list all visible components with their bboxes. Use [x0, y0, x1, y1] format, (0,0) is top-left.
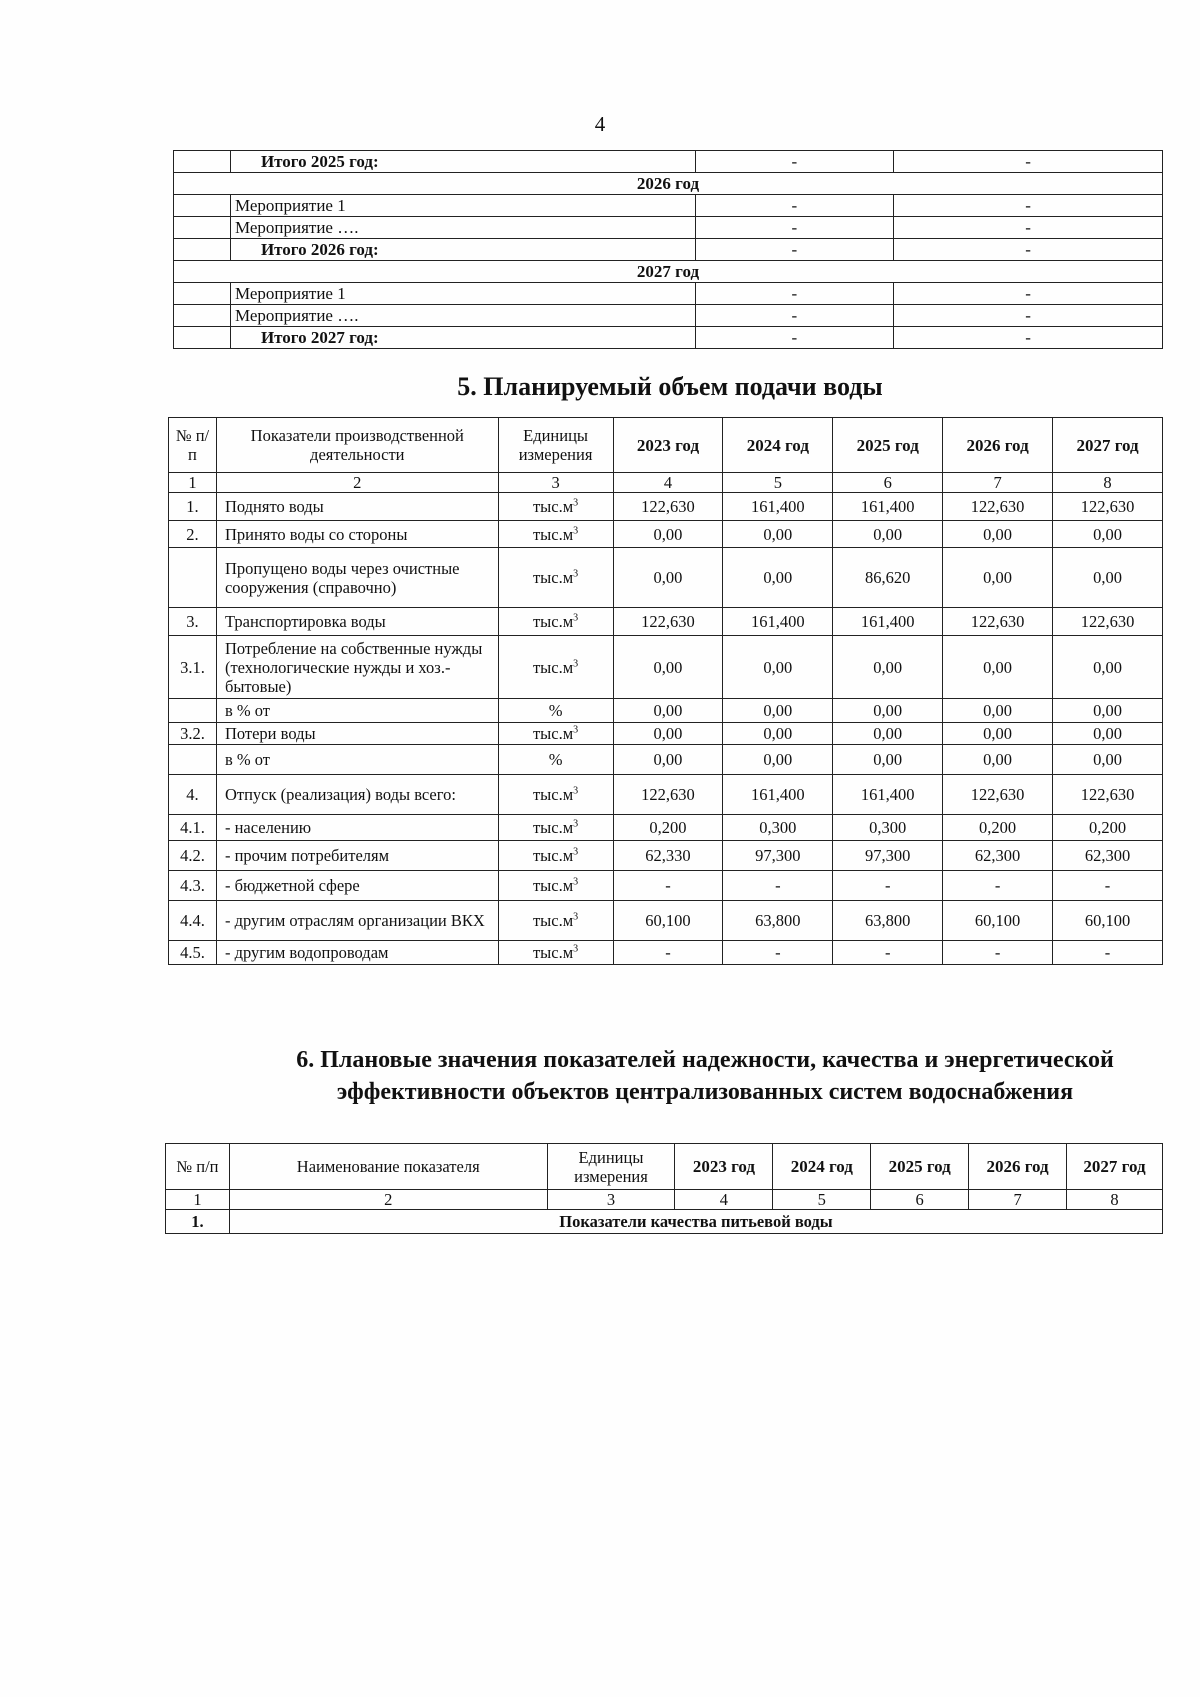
col-number: 3: [498, 473, 613, 493]
indicator-name: Потери воды: [216, 723, 498, 745]
row-number: [169, 548, 217, 608]
unit-cell: [498, 815, 613, 841]
unit-text: тыс.м: [532, 943, 574, 962]
value-cell: -: [894, 327, 1163, 349]
value-cell: 0,00: [833, 699, 943, 723]
value-cell: 161,400: [723, 608, 833, 636]
value-cell: 0,00: [833, 521, 943, 548]
col-number: 6: [833, 473, 943, 493]
header-cell: Показатели производственной деятельности: [216, 418, 498, 473]
header-cell: 2024 год: [723, 418, 833, 473]
col-number: 4: [675, 1190, 773, 1210]
table-row: [169, 699, 1163, 723]
unit-cell: [498, 608, 613, 636]
row-number: [174, 283, 231, 305]
section-6-title: 6. Плановые значения показателей надежности, качества и энергетической эффективности объектов централизованных систем водоснабжения: [296, 1047, 1114, 1105]
table-row: [169, 636, 1163, 699]
header-cell: 2026 год: [943, 418, 1053, 473]
col-number: 7: [943, 473, 1053, 493]
value-cell: 0,00: [1053, 548, 1163, 608]
unit-superscript: 3: [573, 658, 579, 669]
value-cell: 122,630: [613, 775, 723, 815]
unit-cell: [498, 901, 613, 941]
table-row: [169, 775, 1163, 815]
value-cell: -: [695, 151, 894, 173]
year-label: 2027 год: [174, 261, 1163, 283]
unit-cell: [498, 841, 613, 871]
value-cell: 161,400: [833, 493, 943, 521]
value-cell: 161,400: [723, 775, 833, 815]
unit-superscript: 3: [573, 568, 579, 580]
table-row: [169, 608, 1163, 636]
table-row: [169, 815, 1163, 841]
unit-text: тыс.м: [532, 657, 574, 677]
table-row: [166, 1210, 1163, 1234]
value-cell: 0,200: [943, 815, 1053, 841]
value-cell: 161,400: [723, 493, 833, 521]
value-cell: -: [695, 283, 894, 305]
row-number: 4.: [169, 775, 217, 815]
year-label: 2026 год: [174, 173, 1163, 195]
indicator-name: - прочим потребителям: [216, 841, 498, 871]
row-number: 4.2.: [169, 841, 217, 871]
unit-text: тыс.м: [532, 846, 574, 865]
table-row: [174, 305, 1163, 327]
unit-text: %: [548, 701, 563, 720]
value-cell: -: [894, 239, 1163, 261]
activities-table: [173, 150, 1163, 349]
unit-text: тыс.м: [532, 568, 574, 587]
value-cell: 0,00: [943, 548, 1053, 608]
activity-label: Мероприятие 1: [230, 195, 695, 217]
value-cell: 122,630: [1053, 775, 1163, 815]
row-number: [174, 305, 231, 327]
value-cell: 0,00: [1053, 521, 1163, 548]
value-cell: 62,300: [943, 841, 1053, 871]
value-cell: 0,00: [723, 723, 833, 745]
value-cell: 0,00: [723, 745, 833, 775]
row-number: 3.1.: [169, 636, 217, 699]
value-cell: 86,620: [833, 548, 943, 608]
value-cell: 0,00: [943, 745, 1053, 775]
indicator-name: Потребление на собственные нужды (технологические нужды и хоз.-бытовые): [216, 636, 498, 699]
total-label: Итого 2026 год:: [230, 239, 695, 261]
unit-cell: [498, 636, 613, 699]
unit-text: тыс.м: [532, 818, 574, 837]
column-number-row: [169, 473, 1163, 493]
value-cell: 0,00: [1053, 723, 1163, 745]
table-row: [169, 548, 1163, 608]
value-cell: -: [833, 941, 943, 965]
table-row: [174, 173, 1163, 195]
unit-cell: [498, 493, 613, 521]
value-cell: 97,300: [833, 841, 943, 871]
value-cell: 63,800: [723, 901, 833, 941]
col-number: 6: [871, 1190, 969, 1210]
value-cell: -: [894, 195, 1163, 217]
col-number: 1: [166, 1190, 230, 1210]
value-cell: -: [894, 283, 1163, 305]
row-number: 1.: [169, 493, 217, 521]
header-cell: 2024 год: [773, 1144, 871, 1190]
value-cell: 122,630: [1053, 608, 1163, 636]
unit-superscript: 3: [573, 943, 579, 955]
value-cell: 0,00: [943, 521, 1053, 548]
value-cell: -: [723, 871, 833, 901]
value-cell: 63,800: [833, 901, 943, 941]
value-cell: 0,200: [1053, 815, 1163, 841]
col-number: 7: [969, 1190, 1067, 1210]
col-number: 8: [1053, 473, 1163, 493]
indicator-name: Отпуск (реализация) воды всего:: [216, 775, 498, 815]
value-cell: -: [613, 941, 723, 965]
value-cell: 0,00: [833, 636, 943, 699]
row-number: [169, 699, 217, 723]
table-row: [174, 261, 1163, 283]
value-cell: 0,00: [943, 723, 1053, 745]
col-number: 5: [773, 1190, 871, 1210]
col-number: 5: [723, 473, 833, 493]
value-cell: 0,00: [833, 723, 943, 745]
table-row: [174, 217, 1163, 239]
value-cell: 62,300: [1053, 841, 1163, 871]
indicator-name: в % от: [216, 745, 498, 775]
table-row: [169, 941, 1163, 965]
value-cell: 0,300: [723, 815, 833, 841]
table-header-row: [169, 418, 1163, 473]
value-cell: 0,00: [1053, 699, 1163, 723]
header-cell: Наименование показателя: [229, 1144, 547, 1190]
row-number: [174, 327, 231, 349]
table-row: [174, 195, 1163, 217]
value-cell: 60,100: [943, 901, 1053, 941]
unit-superscript: 3: [573, 876, 579, 888]
group-label: Показатели качества питьевой воды: [229, 1210, 1162, 1234]
unit-cell: [498, 871, 613, 901]
value-cell: -: [613, 871, 723, 901]
unit-superscript: 3: [573, 846, 579, 858]
table-row: [169, 745, 1163, 775]
page-number: 4: [594, 112, 606, 136]
unit-cell: [498, 548, 613, 608]
value-cell: 60,100: [613, 901, 723, 941]
table-row: [169, 841, 1163, 871]
header-cell: 2027 год: [1067, 1144, 1163, 1190]
col-number: 4: [613, 473, 723, 493]
indicator-name: - другим отраслям организации ВКХ: [216, 901, 498, 941]
row-number: 1.: [166, 1210, 230, 1234]
header-cell: № п/п: [166, 1144, 230, 1190]
header-cell: 2026 год: [969, 1144, 1067, 1190]
table-row: [174, 283, 1163, 305]
header-cell: Единицы измерения: [498, 418, 613, 473]
value-cell: 0,00: [613, 521, 723, 548]
value-cell: -: [695, 195, 894, 217]
indicator-name: Пропущено воды через очистные сооружения (справочно): [216, 548, 498, 608]
unit-cell: [498, 521, 613, 548]
reliability-indicators-table: [165, 1143, 1163, 1234]
row-number: [174, 217, 231, 239]
value-cell: 122,630: [943, 493, 1053, 521]
indicator-name: Принято воды со стороны: [216, 521, 498, 548]
col-number: 1: [169, 473, 217, 493]
row-number: 2.: [169, 521, 217, 548]
column-number-row: [166, 1190, 1163, 1210]
unit-superscript: 3: [573, 497, 579, 509]
unit-superscript: 3: [573, 724, 579, 736]
section-5-title: 5. Планируемый объем подачи воды: [457, 372, 883, 401]
value-cell: -: [695, 239, 894, 261]
header-cell: № п/п: [169, 418, 217, 473]
row-number: 4.4.: [169, 901, 217, 941]
value-cell: 0,00: [943, 699, 1053, 723]
value-cell: 97,300: [723, 841, 833, 871]
unit-text: тыс.м: [532, 876, 574, 895]
value-cell: 0,00: [613, 745, 723, 775]
unit-superscript: 3: [573, 911, 579, 923]
table-row: [174, 239, 1163, 261]
row-number: 4.1.: [169, 815, 217, 841]
value-cell: 122,630: [1053, 493, 1163, 521]
table-header-row: [166, 1144, 1163, 1190]
value-cell: -: [894, 305, 1163, 327]
row-number: 3.: [169, 608, 217, 636]
value-cell: 0,00: [723, 521, 833, 548]
value-cell: 161,400: [833, 775, 943, 815]
value-cell: 62,330: [613, 841, 723, 871]
value-cell: -: [695, 327, 894, 349]
value-cell: -: [723, 941, 833, 965]
value-cell: 0,00: [613, 636, 723, 699]
unit-text: тыс.м: [532, 524, 574, 544]
table-row: [174, 327, 1163, 349]
table-row: [169, 901, 1163, 941]
unit-cell: [498, 723, 613, 745]
value-cell: -: [1053, 871, 1163, 901]
row-number: 4.3.: [169, 871, 217, 901]
indicator-name: в % от: [216, 699, 498, 723]
header-cell: 2025 год: [871, 1144, 969, 1190]
value-cell: -: [695, 217, 894, 239]
value-cell: 0,00: [943, 636, 1053, 699]
table-row: [169, 871, 1163, 901]
unit-text: тыс.м: [532, 724, 574, 743]
value-cell: 0,00: [723, 636, 833, 699]
activity-label: Мероприятие ….: [230, 217, 695, 239]
total-label: Итого 2025 год:: [230, 151, 695, 173]
total-label: Итого 2027 год:: [230, 327, 695, 349]
unit-superscript: 3: [573, 612, 579, 624]
unit-text: тыс.м: [532, 785, 574, 804]
unit-superscript: 3: [573, 785, 579, 797]
row-number: 4.5.: [169, 941, 217, 965]
col-number: 2: [229, 1190, 547, 1210]
value-cell: 0,300: [833, 815, 943, 841]
unit-cell: [498, 775, 613, 815]
value-cell: 60,100: [1053, 901, 1163, 941]
value-cell: 0,00: [1053, 636, 1163, 699]
col-number: 8: [1067, 1190, 1163, 1210]
unit-text: %: [548, 750, 563, 769]
value-cell: -: [833, 871, 943, 901]
value-cell: -: [1053, 941, 1163, 965]
row-number: [174, 151, 231, 173]
value-cell: -: [943, 941, 1053, 965]
table-row: [169, 723, 1163, 745]
unit-cell: [498, 941, 613, 965]
value-cell: -: [894, 151, 1163, 173]
table-row: [169, 493, 1163, 521]
value-cell: 122,630: [613, 493, 723, 521]
value-cell: 0,00: [1053, 745, 1163, 775]
value-cell: 0,00: [723, 699, 833, 723]
unit-superscript: 3: [573, 818, 579, 830]
indicator-name: - другим водопроводам: [216, 941, 498, 965]
col-number: 2: [216, 473, 498, 493]
value-cell: 0,00: [613, 699, 723, 723]
unit-cell: [498, 745, 613, 775]
indicator-name: Транспортировка воды: [216, 608, 498, 636]
unit-text: тыс.м: [532, 612, 574, 631]
value-cell: 0,00: [613, 548, 723, 608]
activity-label: Мероприятие ….: [230, 305, 695, 327]
value-cell: -: [695, 305, 894, 327]
water-supply-table: [168, 417, 1163, 965]
value-cell: 0,200: [613, 815, 723, 841]
indicator-name: Поднято воды: [216, 493, 498, 521]
header-cell: 2025 год: [833, 418, 943, 473]
table-row: [169, 521, 1163, 548]
header-cell: Единицы измерения: [547, 1144, 675, 1190]
value-cell: 0,00: [613, 723, 723, 745]
header-cell: 2023 год: [675, 1144, 773, 1190]
unit-superscript: 3: [573, 525, 579, 536]
row-number: [174, 239, 231, 261]
indicator-name: - бюджетной сфере: [216, 871, 498, 901]
value-cell: 122,630: [613, 608, 723, 636]
value-cell: 161,400: [833, 608, 943, 636]
table-row: [174, 151, 1163, 173]
row-number: 3.2.: [169, 723, 217, 745]
value-cell: 122,630: [943, 608, 1053, 636]
value-cell: 0,00: [723, 548, 833, 608]
row-number: [169, 745, 217, 775]
unit-text: тыс.м: [532, 911, 574, 930]
header-cell: 2023 год: [613, 418, 723, 473]
value-cell: 122,630: [943, 775, 1053, 815]
activity-label: Мероприятие 1: [230, 283, 695, 305]
unit-text: тыс.м: [532, 497, 574, 516]
row-number: [174, 195, 231, 217]
col-number: 3: [547, 1190, 675, 1210]
value-cell: 0,00: [833, 745, 943, 775]
unit-cell: [498, 699, 613, 723]
value-cell: -: [894, 217, 1163, 239]
value-cell: -: [943, 871, 1053, 901]
header-cell: 2027 год: [1053, 418, 1163, 473]
indicator-name: - населению: [216, 815, 498, 841]
